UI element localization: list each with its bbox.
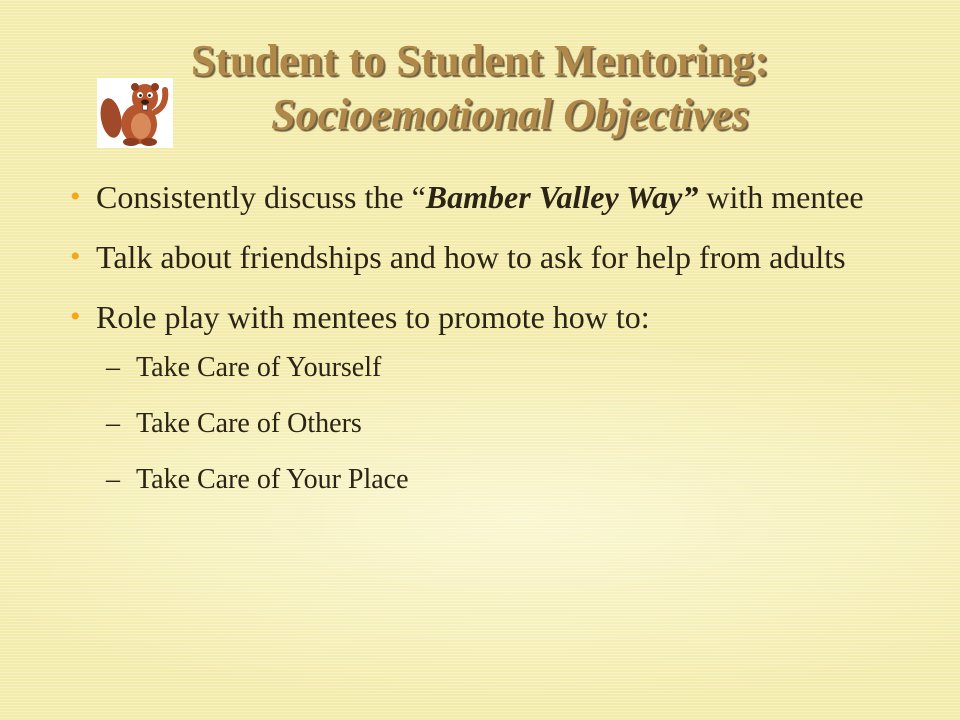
sub-item-3-text: Take Care of Your Place: [136, 464, 409, 495]
beaver-mascot-icon: [97, 78, 173, 148]
dash-marker: –: [106, 352, 120, 383]
title-line-1: Student to Student Mentoring:: [190, 36, 770, 85]
bullet-3-text: Role play with mentees to promote how to:: [96, 299, 650, 335]
bullet-item-1: [60, 178, 920, 216]
bullet-item-3: [60, 298, 920, 336]
bullet-dot-icon: •: [70, 240, 81, 273]
title-line-2: Socioemotional Objectives: [271, 90, 749, 139]
dash-marker: –: [106, 408, 120, 439]
bullet-dot-icon: •: [70, 180, 81, 213]
sub-item-1-text: Take Care of Yourself: [136, 352, 382, 383]
sub-item-1: [60, 352, 920, 384]
sub-item-2: [60, 408, 920, 440]
bullet-dot-icon: •: [70, 300, 81, 333]
sub-item-2-text: Take Care of Others: [136, 408, 362, 439]
bullet-list: [60, 178, 920, 520]
bullet-1-emphasis: Bamber Valley Way”: [425, 179, 699, 215]
bullet-2-text: Talk about friendships and how to ask for help from adults: [96, 239, 846, 275]
bullet-1-text-before: Consistently discuss the “: [96, 179, 426, 215]
bullet-1-text-after: with mentee: [698, 179, 864, 215]
sub-item-3: [60, 464, 920, 496]
bullet-item-2: [60, 238, 920, 276]
dash-marker: –: [106, 464, 120, 495]
